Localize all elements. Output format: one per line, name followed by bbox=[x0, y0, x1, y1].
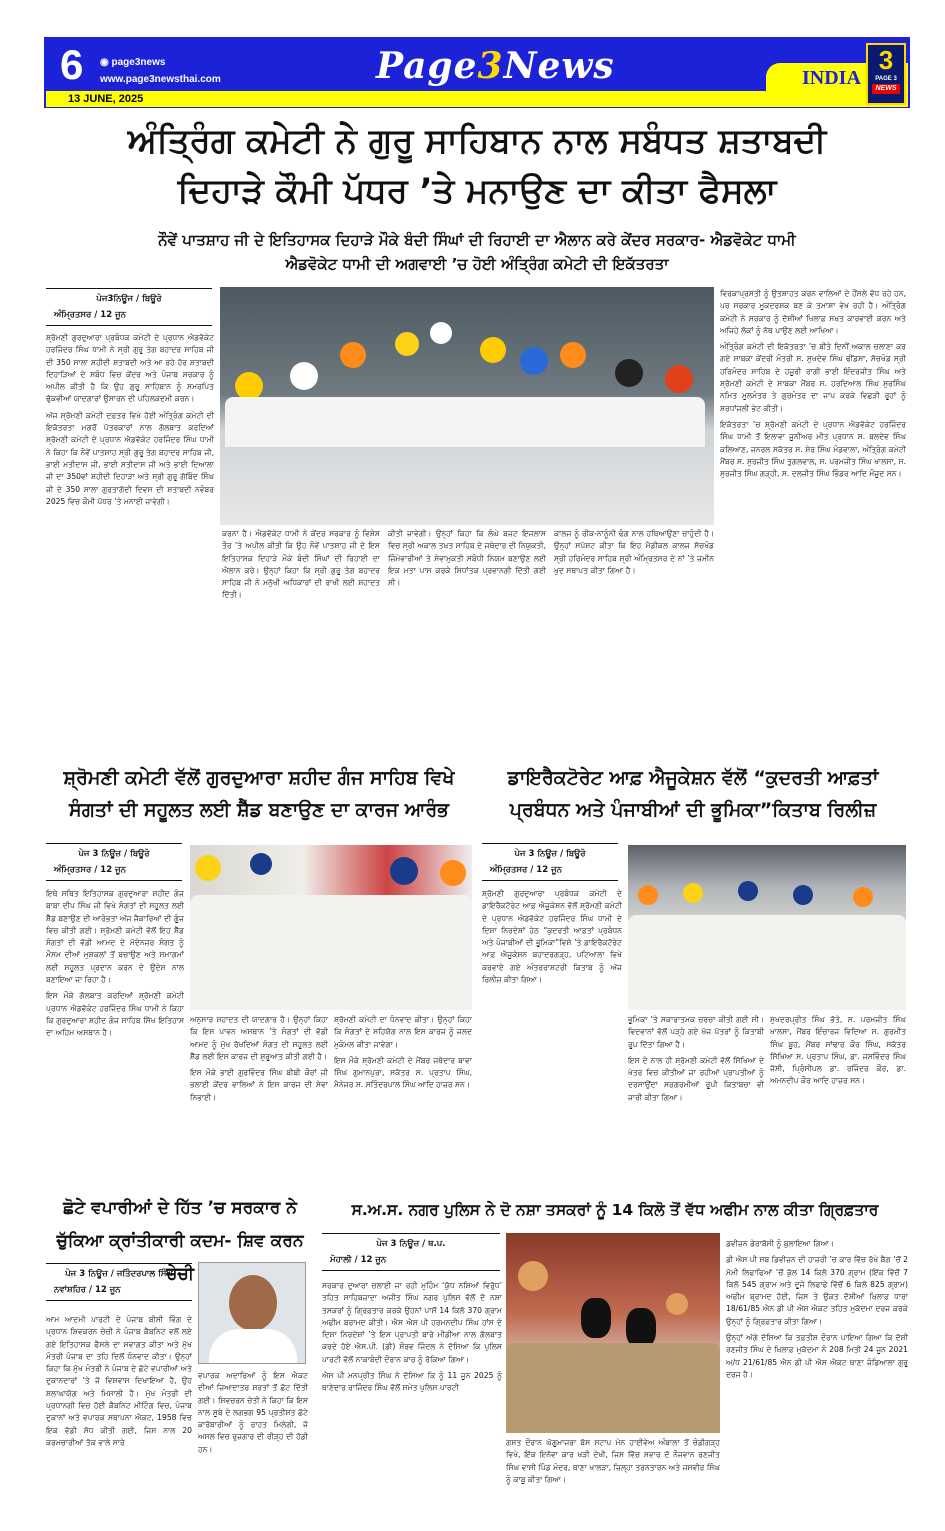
shed-column-2 bbox=[190, 1014, 328, 1180]
lead-subheadline-line2: ਐਡਵੋਕੇਟ ਧਾਮੀ ਦੀ ਅਗਵਾਈ ’ਚ ਹੋਈ ਅੰਤ੍ਰਿੰਗ ਕਮੇਟੀ ਦੀ ਇਕੱਤਰਤਾ bbox=[285, 255, 669, 273]
paragraph: ਕਰਨਾ ਹੈ। ਐਡਵੋਕੇਟ ਧਾਮੀ ਨੇ ਕੇਂਦਰ ਸਰਕਾਰ ਨੂੰ ਵਿਸ਼ੇਸ਼ ਤੌਰ ’ਤੇ ਅਪੀਲ ਕੀਤੀ ਕਿ ਉਹ ਨੌਵੇਂ ਪਾਤਸ਼ਾਹ ਜੀ ਦੇ ਇਸ ਇਤਿਹਾਸਕ ਦਿਹਾੜੇ ਮੌਕੇ ਬੰਦੀ ਸਿੰਘਾਂ ਦੀ ਰਿਹਾਈ ਦਾ ਐਲਾਨ ਕਰੇ। ਉਨ੍ਹਾਂ ਕਿਹਾ ਕਿ ਸ੍ਰੀ ਗੁਰੂ ਤੇਗ ਬਹਾਦਰ ਸਾਹਿਬ ਜੀ ਨੇ ਮਨੁੱਖੀ ਅਧਿਕਾਰਾਂ ਦੀ ਰਾਖੀ ਲਈ ਸ਼ਹਾਦਤ ਦਿੱਤੀ। bbox=[222, 529, 380, 600]
paragraph: ਸਰਕਾਰ ਦੁਆਰਾ ਚਲਾਈ ਜਾ ਰਹੀ ਮੁਹਿੰਮ ‘ਯੁੱਧ ਨਸ਼ਿਆਂ ਵਿਰੁੱਧ’ ਤਹਿਤ ਸਾਹਿਬਜ਼ਾਦਾ ਅਜੀਤ ਸਿੰਘ ਨਗਰ ਪੁਲਿਸ ਵੱਲੋਂ ਦੋ ਨਸ਼ਾ ਤਸਕਰਾਂ ਨੂੰ ਗ੍ਰਿਫ਼ਤਾਰ ਕਰਕੇ ਉਹਨਾਂ ਪਾਸੋਂ 14 ਕਿਲੋ 370 ਗ੍ਰਾਮ ਅਫੀਮ ਬਰਾਮਦ ਕੀਤੀ। ਐਸ ਐਸ ਪੀ ਹਰਮਨਦੀਪ ਸਿੰਘ ਹਾਂਸ ਦੇ ਦਿਸ਼ਾ ਨਿਰਦੇਸ਼ਾਂ ’ਤੇ ਇਸ ਪ੍ਰਾਪਤੀ ਬਾਰੇ ਮੀਡੀਆ ਨਾਲ ਗੱਲਬਾਤ ਕਰਦੇ ਹੋਏ ਐਸ.ਪੀ. (ਡੀ) ਸੌਰਵ ਜਿੰਦਲ ਨੇ ਦੱਸਿਆ ਕਿ ਪੁਲਿਸ ਪਾਰਟੀ ਵੱਲੋਂ ਨਾਕਾਬੰਦੀ ਦੌਰਾਨ ਕਾਰ ਨੂੰ ਰੋਕਿਆ ਗਿਆ। bbox=[322, 1281, 502, 1364]
edition-label: INDIA bbox=[802, 67, 861, 89]
byline-agency: ਪੇਜ3ਨਿਊਜ / ਬਿਊਰੋ bbox=[96, 294, 162, 304]
lead-byline bbox=[46, 288, 212, 326]
lead-column-3 bbox=[388, 528, 546, 754]
headline-line2: ਚੁੱਕਿਆ ਕ੍ਰਾਂਤੀਕਾਰੀ ਕਦਮ- ਸ਼ਿਵ ਕਰਨ ਚੇਚੀ bbox=[56, 1231, 304, 1284]
headline-line2: ਪ੍ਰਬੰਧਨ ਅਤੇ ਪੰਜਾਬੀਆਂ ਦੀ ਭੂਮਿਕਾ”ਕਿਤਾਬ ਰਿਲੀਜ਼ bbox=[509, 799, 877, 821]
headline-line1: ਛੋਟੇ ਵਪਾਰੀਆਂ ਦੇ ਹਿੱਤ ’ਚ ਸਰਕਾਰ ਨੇ bbox=[63, 1198, 297, 1218]
police-arrest-photo bbox=[506, 1233, 720, 1433]
traders-column-1 bbox=[46, 1314, 192, 1524]
lead-headline-line2: ਦਿਹਾੜੇ ਕੌਮੀ ਪੱਧਰ ’ਤੇ ਮਨਾਉਣ ਦਾ ਕੀਤਾ ਫੈਸਲਾ bbox=[177, 171, 777, 211]
shed-column-3 bbox=[334, 1014, 472, 1180]
shed-story-headline bbox=[44, 762, 474, 826]
book-byline bbox=[482, 843, 618, 881]
paragraph: ਕੀਤੀ ਜਾਵੇਗੀ। ਉਨ੍ਹਾਂ ਕਿਹਾ ਕਿ ਲੰਘੇ ਬਜਟ ਇਜਲਾਸ ਵਿਚ ਸ੍ਰੀ ਅਕਾਲ ਤਖ਼ਤ ਸਾਹਿਬ ਦੇ ਜਥੇਦਾਰ ਦੀ ਨਿਯੁਕਤੀ, ਜ਼ਿੰਮੇਵਾਰੀਆਂ ਤੇ ਸੇਵਾਮੁਕਤੀ ਸਬੰਧੀ ਨਿਯਮ ਬਣਾਉਣ ਲਈ ਇਕ ਮਤਾ ਪਾਸ ਕਰਕੇ ਸਿਧਾਂਤਕ ਪ੍ਰਵਾਨਗੀ ਦਿੱਤੀ ਗਈ ਸੀ। bbox=[388, 529, 546, 588]
paragraph: ਗਸ਼ਤ ਦੌਰਾਨ ਘੋਗੂਮਾਜਰਾ ਬੱਸ ਸਟਾਪ ਮੇਨ ਹਾਈਵੇਅ ਅੰਬਾਲਾ ਤੋਂ ਚੰਡੀਗੜ੍ਹ ਵਿਖੇ, ਇੱਕ ਇਨੋਵਾ ਕਾਰ ਖੜੀ ਦੇਖੀ, ਜਿਸ ਵਿੱਚ ਸਵਾਰ ਦੋ ਨੌਜਵਾਨ ਰਣਜੀਤ ਸਿੰਘ ਵਾਸੀ ਪਿੰਡ ਮੰਦਰ, ਥਾਣਾ ਖਾਲੜਾ, ਜ਼ਿਲ੍ਹਾ ਤਰਨਤਾਰਨ ਅਤੇ ਜਸਵੀਰ ਸਿੰਘ ਨੂੰ ਕਾਬੂ ਕੀਤਾ ਗਿਆ। bbox=[506, 1438, 720, 1484]
byline-agency: ਪੇਜ 3 ਨਿਊਜ਼ / ਥ.ਪ. bbox=[376, 1239, 446, 1249]
paragraph: ਉਨ੍ਹਾਂ ਅੱਗੇ ਦੱਸਿਆ ਕਿ ਤਫ਼ਤੀਸ਼ ਦੌਰਾਨ ਪਾਇਆ ਗਿਆ ਕਿ ਦੋਸ਼ੀ ਰਣਜੀਤ ਸਿੰਘ ਦੇ ਖ਼ਿਲਾਫ਼ ਮੁਕੱਦਮਾ ਨੰ 208 ਮਿਤੀ 24 ਜੂਨ 2021 ਅ/ਧ 21/61/85 ਐਨ ਡੀ ਪੀ ਐਸ ਐਕਟ ਥਾਣਾ ਜੰਡਿਆਲਾ ਗੁਰੂ ਦਰਜ ਹੈ। bbox=[726, 1333, 908, 1379]
paragraph: ਇਸ ਮੌਕੇ ਭਾਈ ਗੁਰਵਿੰਦਰ ਸਿੰਘ ਬੀਬੀ ਕੌਰਾਂ ਜੀ ਭਲਾਈ ਕੇਂਦਰ ਵਾਲਿਆਂ ਨੇ ਇਸ ਕਾਰਜ ਦੀ ਸੇਵਾ ਨਿਭਾਈ। bbox=[190, 1068, 328, 1102]
lead-headline-line1: ਅੰਤ੍ਰਿੰਗ ਕਮੇਟੀ ਨੇ ਗੁਰੂ ਸਾਹਿਬਾਨ ਨਾਲ ਸਬੰਧਤ ਸ਼ਤਾਬਦੀ bbox=[127, 121, 827, 161]
byline-dateline: ਅੰਮ੍ਰਿਤਸਰ / 12 ਜੂਨ bbox=[54, 865, 126, 875]
lead-column-1 bbox=[46, 332, 214, 754]
paragraph: ਕਾਲਜ ਨੂੰ ਰੀਕ-ਨਾਨੂੰਨੀ ਢੰਗ ਨਾਲ ਹਥਿਆਉਣਾ ਚਾਹੁੰਦੀ ਹੈ। ਉਨ੍ਹਾਂ ਸਪੱਸ਼ਟ ਕੀਤਾ ਕਿ ਇਹ ਮੈਡੀਕਲ ਕਾਲਜ ਸੱਚਖੰਡ ਸ੍ਰੀ ਹਰਿਮੰਦਰ ਸਾਹਿਬ ਸ੍ਰੀ ਅੰਮ੍ਰਿਤਸਰ ਦੇ ਨਾਂ ’ਤੇ ਜ਼ਮੀਨ ਖੁਦ ਸਥਾਪਤ ਕੀਤਾ ਗਿਆ ਹੈ। bbox=[554, 529, 714, 575]
social-handle bbox=[100, 57, 165, 68]
paragraph: ਆਮ ਆਦਮੀ ਪਾਰਟੀ ਦੇ ਪੰਜਾਬ ਬੀਸੀ ਵਿੰਗ ਦੇ ਪ੍ਰਧਾਨ ਸ਼ਿਵਕਰਨ ਚੇਚੀ ਨੇ ਪੰਜਾਬ ਕੈਬਨਿਟ ਵਲੋਂ ਲਏ ਗਏ ਇਤਿਹਾਸਕ ਫੈਸਲੇ ਦਾ ਸਵਾਗਤ ਕੀਤਾ ਅਤੇ ਮੁੱਖ ਮੰਤਰੀ ਪੰਜਾਬ ਦਾ ਤਹਿ ਦਿਲੋਂ ਧੰਨਵਾਦ ਕੀਤਾ। ਉਨ੍ਹਾਂ ਕਿਹਾ ਕਿ ਮੁੱਖ ਮੰਤਰੀ ਨੇ ਪੰਜਾਬ ਦੇ ਛੋਟੇ ਵਪਾਰੀਆਂ ਅਤੇ ਦੁਕਾਨਦਾਰਾਂ ’ਤੇ ਜੋ ਵਿਸ਼ਵਾਸ ਦਿਖਾਇਆ ਹੈ, ਉਹ ਸ਼ਲਾਘਾਯੋਗ ਅਤੇ ਮਿਸਾਲੀ ਹੈ। ਮੁੱਖ ਮੰਤਰੀ ਦੀ ਪ੍ਰਧਾਨਗੀ ਵਿਚ ਹੋਈ ਕੈਬਨਿਟ ਮੀਟਿੰਗ ਵਿਚ, ਪੰਜਾਬ ਦੁਕਾਨਾਂ ਅਤੇ ਵਪਾਰਕ ਸਥਾਪਨਾ ਐਕਟ, 1958 ਵਿਚ ਇਕ ਵੱਡੀ ਸੋਧ ਕੀਤੀ ਗਈ, ਜਿਸ ਨਾਲ 20 ਕਰਮਚਾਰੀਆਂ ਤੱਕ ਵਾਲੇ ਸਾਰੇ bbox=[46, 1315, 192, 1447]
traders-byline bbox=[46, 1263, 192, 1301]
shed-ceremony-photo bbox=[190, 845, 472, 1010]
byline-dateline: ਅੰਮ੍ਰਿਤਸਰ / 12 ਜੂਨ bbox=[54, 310, 126, 320]
police-column-2 bbox=[506, 1437, 720, 1524]
shiv-karan-chechi-portrait bbox=[198, 1262, 306, 1364]
paragraph: ਇਕੱਤਰਤਾ ’ਚ ਸ਼੍ਰੋਮਣੀ ਕਮੇਟੀ ਦੇ ਪ੍ਰਧਾਨ ਐਡਵੋਕੇਟ ਹਰਜਿੰਦਰ ਸਿੰਘ ਧਾਮੀ ਤੋਂ ਇਲਾਵਾ ਜੂਨੀਅਰ ਮੀਤ ਪ੍ਰਧਾਨ ਸ. ਬਲਦੇਵ ਸਿੰਘ ਕਲਿਆਣ, ਜਨਰਲ ਸਕੱਤਰ ਸ. ਸ਼ੇਰ ਸਿੰਘ ਮੰਡਵਾਲਾ, ਅੰਤ੍ਰਿੰਗ ਕਮੇਟੀ ਮੈਂਬਰ ਸ. ਸੁਰਜੀਤ ਸਿੰਘ ਤੁਗਲਵਾਲ, ਸ. ਪਰਮਜੀਤ ਸਿੰਘ ਖਾਲਸਾ, ਸ. ਸੁਰਜੀਤ ਸਿੰਘ ਗੜ੍ਹੀ, ਸ. ਦਲਜੀਤ ਸਿੰਘ ਭਿੰਡਰ ਆਦਿ ਮੌਜੂਦ ਸਨ। bbox=[720, 419, 906, 479]
paragraph: ਸ਼੍ਰੋਮਣੀ ਗੁਰਦੁਆਰਾ ਪ੍ਰਬੰਧਕ ਕਮੇਟੀ ਦੇ ਪ੍ਰਧਾਨ ਐਡਵੋਕੇਟ ਹਰਜਿੰਦਰ ਸਿੰਘ ਧਾਮੀ ਨੇ ਸ੍ਰੀ ਗੁਰੂ ਤੇਗ ਬਹਾਦਰ ਸਾਹਿਬ ਜੀ ਦੀ 350 ਸਾਲਾ ਸ਼ਹੀਦੀ ਸ਼ਤਾਬਦੀ ਅਤੇ ਆ ਰਹੇ ਹੋਰ ਸ਼ਤਾਬਦੀ ਦਿਹਾੜਿਆਂ ਦੇ ਸਬੰਧ ਵਿਚ ਕੇਂਦਰ ਅਤੇ ਪੰਜਾਬ ਸਰਕਾਰ ਨੂੰ ਅਪੀਲ ਕੀਤੀ ਹੈ ਕਿ ਉਹ ਗੁਰੂ ਸਾਹਿਬਾਨ ਨੂੰ ਸਮਰਪਿਤ ਢੁੱਕਵੀਆਂ ਯਾਦਗਾਰਾਂ ਉਸਾਰਨ ਦੀ ਪਹਿਲਕਦਮੀ ਕਰਨ। bbox=[46, 333, 214, 404]
traders-column-2 bbox=[198, 1370, 308, 1524]
paragraph: ਵਿਰਕਾਪ੍ਰਸਤੀ ਨੂੰ ਉਤਸ਼ਾਹਤ ਕਰਨ ਵਾਲਿਆਂ ਦੇ ਹੌਂਸਲੇ ਵੱਧ ਰਹੇ ਹਨ, ਪਰ ਸਰਕਾਰ ਮੂਕਦਰਸ਼ਕ ਬਣ ਕੇ ਤਮਾਸ਼ਾ ਵੇਖ ਰਹੀ ਹੈ। ਅੰਤ੍ਰਿੰਗ ਕਮੇਟੀ ਨੇ ਸਰਕਾਰ ਨੂੰ ਦੋਸ਼ੀਆਂ ਖਿਲਾਫ਼ ਸਖ਼ਤ ਕਾਰਵਾਈ ਕਰਨ ਅਤੇ ਅਜਿਹੇ ਲੋਕਾਂ ਨੂੰ ਨੱਥ ਪਾਉਣ ਲਈ ਆਖਿਆ। bbox=[720, 289, 906, 335]
logo-text-left: Page bbox=[376, 45, 478, 87]
police-byline bbox=[322, 1233, 500, 1271]
paragraph: ਇਸ ਮੌਕੇ ਗੱਲਬਾਤ ਕਰਦਿਆਂ ਸ਼੍ਰੋਮਣੀ ਕਮੇਟੀ ਪ੍ਰਧਾਨ ਐਡਵੋਕੇਟ ਹਰਜਿੰਦਰ ਸਿੰਘ ਧਾਮੀ ਨੇ ਕਿਹਾ ਕਿ ਗੁਰਦੁਆਰਾ ਸ਼ਹੀਦ ਗੰਜ ਸਾਹਿਬ ਸਿੱਖ ਇਤਿਹਾਸ ਦਾ ਅਹਿਮ ਅਸਥਾਨ ਹੈ। bbox=[46, 991, 184, 1038]
police-story-headline: ਸ.ਅ.ਸ. ਨਗਰ ਪੁਲਿਸ ਨੇ ਦੋ ਨਸ਼ਾ ਤਸਕਰਾਂ ਨੂੰ 14 ਕਿਲੋ ਤੋਂ ਵੱਧ ਅਫੀਮ ਨਾਲ ਕੀਤਾ ਗ੍ਰਿਫ਼ਤਾਰ bbox=[351, 1201, 879, 1219]
badge-number: 3 bbox=[878, 45, 894, 75]
issue-date: 13 JUNE, 2025 bbox=[68, 93, 144, 105]
committee-meeting-photo bbox=[220, 287, 714, 525]
logo-number: 3 bbox=[477, 45, 504, 87]
badge-caption: PAGE 3 bbox=[875, 76, 897, 82]
byline-dateline: ਅੰਮ੍ਰਿਤਸਰ / 12 ਜੂਨ bbox=[490, 865, 562, 875]
paragraph: ਅਨੁਸਾਰ ਸ਼ਹਾਦਤ ਦੀ ਯਾਦਗਾਰ ਹੈ। ਉਨ੍ਹਾਂ ਕਿਹਾ ਕਿ ਇਸ ਪਾਵਨ ਅਸਥਾਨ ’ਤੇ ਸੰਗਤਾਂ ਦੀ ਵੱਡੀ ਆਮਦ ਨੂੰ ਮੁੱਖ ਰੱਖਦਿਆਂ ਸੰਗਤ ਦੀ ਸਹੂਲਤ ਲਈ ਸ਼ੈੱਡ ਲਈ ਇਸ ਕਾਰਜ ਦੀ ਸ਼ੁਰੂਆਤ ਕੀਤੀ ਗਈ ਹੈ। bbox=[190, 1015, 328, 1061]
paragraph: ਅੱਜ ਸ਼੍ਰੋਮਣੀ ਕਮੇਟੀ ਦਫ਼ਤਰ ਵਿਖੇ ਹੋਈ ਅੰਤ੍ਰਿੰਗ ਕਮੇਟੀ ਦੀ ਇਕੱਤਰਤਾ ਮਗਰੋਂ ਪੱਤਰਕਾਰਾਂ ਨਾਲ ਗੱਲਬਾਤ ਕਰਦਿਆਂ ਸ਼੍ਰੋਮਣੀ ਕਮੇਟੀ ਦੇ ਪ੍ਰਧਾਨ ਐਡਵੋਕੇਟ ਹਰਜਿੰਦਰ ਸਿੰਘ ਧਾਮੀ ਨੇ ਕਿਹਾ ਕਿ ਨੌਵੇਂ ਪਾਤਸ਼ਾਹ ਸ੍ਰੀ ਗੁਰੂ ਤੇਗ ਬਹਾਦਰ ਸਾਹਿਬ ਜੀ, ਭਾਈ ਮਤੀਦਾਸ ਜੀ, ਭਾਈ ਸਤੀਦਾਸ ਜੀ ਅਤੇ ਭਾਈ ਦਿਆਲਾ ਜੀ ਦਾ 350ਵਾਂ ਸ਼ਹੀਦੀ ਦਿਹਾੜਾ ਅਤੇ ਸ੍ਰੀ ਗੁਰੂ ਗੋਬਿੰਦ ਸਿੰਘ ਜੀ ਦੇ 350 ਸਾਲਾ ਗੁਰਤਾਗੱਦੀ ਦਿਵਸ ਦੀ ਸ਼ਤਾਬਦੀ ਨਵੰਬਰ 2025 ਵਿਚ ਕੌਮੀ ਪੱਧਰ ’ਤੇ ਮਨਾਈ ਜਾਵੇਗੀ। bbox=[46, 410, 214, 506]
masthead-banner bbox=[44, 37, 910, 108]
byline-dateline: ਮੋਹਾਲੀ / 12 ਜੂਨ bbox=[330, 1255, 387, 1265]
paragraph: ਇਸ ਦੇ ਨਾਲ ਹੀ ਸ਼੍ਰੋਮਣੀ ਕਮੇਟੀ ਵੱਲੋਂ ਸਿੱਖਿਆ ਦੇ ਖੇਤਰ ਵਿਚ ਕੀਤੀਆਂ ਜਾ ਰਹੀਆਂ ਪ੍ਰਾਪਤੀਆਂ ਨੂੰ ਦਰਸਾਉਂਦਾ ਸਰਗਰਮੀਆਂ ਰੂਪੀ ਕਿਤਾਬਚਾ ਵੀ ਜਾਰੀ ਕੀਤਾ ਗਿਆ। bbox=[628, 1055, 764, 1102]
lead-column-4 bbox=[554, 528, 714, 754]
byline-agency: ਪੇਜ 3 ਨਿਊਜ਼ / ਜਤਿੰਦਰਪਾਲ ਸਿੰਘ bbox=[65, 1269, 173, 1279]
byline-agency: ਪੇਜ 3 ਨਿਊਜ਼ / ਬਿਊਰੋ bbox=[78, 849, 150, 859]
paragraph: ਡੀ ਐਸ ਪੀ ਸਬ ਡਿਵੀਜ਼ਨ ਦੀ ਹਾਜ਼ਰੀ ’ਚ ਕਾਰ ਵਿੱਚ ਰੱਖੇ ਬੈਗ ’ਚੋਂ 2 ਮੋਮੀ ਲਿਫਾਫਿਆਂ ’ਚੋਂ ਕੁੱਲ 14 ਕਿਲੋ 370 ਗ੍ਰਾਮ (ਇੱਕ ਵਿੱਚੋਂ 7 ਕਿਲੋ 545 ਗ੍ਰਾਮ ਅਤੇ ਦੂਜੇ ਲਿਫਾਫੇ ਵਿੱਚੋਂ 6 ਕਿਲੋ 825 ਗ੍ਰਾਮ) ਅਫੀਮ ਬ੍ਰਾਮਦ ਹੋਈ, ਜਿਸ ਤੇ ਉਕਤ ਦੋਸ਼ੀਆਂ ਖ਼ਿਲਾਫ਼ ਧਾਰਾ 18/61/85 ਐਨ ਡੀ ਪੀ ਐਸ ਐਕਟ ਤਹਿਤ ਮੁਕੱਦਮਾ ਦਰਜ ਕਰਕੇ ਉਨ੍ਹਾਂ ਨੂੰ ਗ੍ਰਿਫ਼ਤਾਰ ਕੀਤਾ ਗਿਆ। bbox=[726, 1255, 908, 1326]
paragraph: ਸ਼੍ਰੋਮਣੀ ਕਮੇਟੀ ਦਾ ਧੰਨਵਾਦ ਕੀਤਾ। ਉਨ੍ਹਾਂ ਕਿਹਾ ਕਿ ਸੰਗਤਾਂ ਦੇ ਸਹਿਯੋਗ ਨਾਲ ਇਸ ਕਾਰਜ ਨੂੰ ਜਲਦ ਮੁਕੰਮਲ ਕੀਤਾ ਜਾਵੇਗਾ। bbox=[334, 1015, 472, 1049]
lead-subheadline bbox=[44, 228, 910, 276]
paragraph: ਅੰਤ੍ਰਿੰਗ ਕਮੇਟੀ ਦੀ ਇਕੱਤਰਤਾ ’ਚ ਬੀਤੇ ਦਿਨੀਂ ਅਕਾਲ ਚਲਾਣਾ ਕਰ ਗਏ ਸਾਬਕਾ ਕੇਂਦਰੀ ਮੰਤਰੀ ਸ. ਸੁਖਦੇਵ ਸਿੰਘ ਢੀਂਡਸਾ, ਸੱਚਖੰਡ ਸ੍ਰੀ ਹਰਿਮੰਦਰ ਸਾਹਿਬ ਦੇ ਹਜ਼ੂਰੀ ਰਾਗੀ ਭਾਈ ਇੰਦਰਜੀਤ ਸਿੰਘ ਅਤੇ ਸ਼੍ਰੋਮਣੀ ਕਮੇਟੀ ਦੇ ਸਾਬਕਾ ਮੈਂਬਰ ਸ. ਹਰਦਿਆਲ ਸਿੰਘ ਸੁਰਸਿੰਘ ਨਮਿਤ ਮੂਲਮੰਤਰ ਤੇ ਗੁਰਮੰਤਰ ਦਾ ਜਾਪ ਕਰਕੇ ਵਿਛੜੀ ਰੂਹਾਂ ਨੂੰ ਸ਼ਰਧਾਂਜਲੀ ਭੇਟ ਕੀਤੀ। bbox=[720, 342, 906, 413]
book-column-3 bbox=[770, 1014, 906, 1180]
book-column-2 bbox=[628, 1014, 764, 1180]
headline-line1: ਸ਼੍ਰੋਮਣੀ ਕਮੇਟੀ ਵੱਲੋਂ ਗੁਰਦੁਆਰਾ ਸ਼ਹੀਦ ਗੰਜ ਸਾਹਿਬ ਵਿਖੇ bbox=[63, 767, 455, 789]
headline-line1: ਡਾਇਰੈਕਟੋਰੇਟ ਆਫ਼ ਐਜੂਕੇਸ਼ਨ ਵੱਲੋਂ “ਕੁਦਰਤੀ ਆਫ਼ਤਾਂ bbox=[507, 767, 879, 789]
shed-byline bbox=[46, 843, 182, 881]
shed-column-1 bbox=[46, 888, 184, 1180]
paragraph: ਭੂਮਿਕਾ ’ਤੇ ਸਕਾਰਾਤਮਕ ਚਰਚਾ ਕੀਤੀ ਗਈ ਸੀ। ਵਿਦਵਾਨਾਂ ਵੱਲੋਂ ਪੜ੍ਹੇ ਗਏ ਖੋਜ ਪੱਤਰਾਂ ਨੂੰ ਕਿਤਾਬੀ ਰੂਪ ਦਿੱਤਾ ਗਿਆ ਹੈ। bbox=[628, 1015, 764, 1049]
police-column-1 bbox=[322, 1280, 502, 1524]
lead-column-right bbox=[720, 288, 906, 754]
social-handle-text: page3news bbox=[111, 57, 166, 68]
book-release-photo bbox=[628, 845, 906, 1010]
paragraph: ਡਵੀਜ਼ਨ ਡੇਰਾਬੱਸੀ ਨੂੰ ਬੁਲਾਇਆ ਗਿਆ। bbox=[726, 1239, 835, 1248]
paragraph: ਸ਼੍ਰੋਮਣੀ ਗੁਰਦੁਆਰਾ ਪ੍ਰਬੰਧਕ ਕਮੇਟੀ ਦੇ ਡਾਇਰੈਕਟੋਰੇਟ ਆਫ਼ ਐਜੂਕੇਸ਼ਨ ਵੱਲੋਂ ਸ਼੍ਰੋਮਣੀ ਕਮੇਟੀ ਦੇ ਪ੍ਰਧਾਨ ਐਡਵੋਕੇਟ ਹਰਜਿੰਦਰ ਸਿੰਘ ਧਾਮੀ ਦੇ ਦਿਸ਼ਾ ਨਿਰਦੇਸ਼ਾਂ ਹੇਠ “ਕੁਦਰਤੀ ਆਫ਼ਤਾਂ ਪ੍ਰਬੰਧਨ ਅਤੇ ਪੰਜਾਬੀਆਂ ਦੀ ਭੂਮਿਕਾ”ਵਿਸ਼ੇ ’ਤੇ ਡਾਇਰੈਕਟੋਰੇਟ ਆਫ਼ ਐਜੂਕੇਸ਼ਨ ਬਹਾਦਰਗੜ੍ਹ, ਪਟਿਆਲਾ ਵਿਖੇ ਕਰਵਾਏ ਗਏ ਅੰਤਰਰਾਸ਼ਟਰੀ ਕਿਤਾਬ ਨੂੰ ਅੱਜ ਰਿਲੀਜ਼ ਕੀਤਾ ਗਿਆ। bbox=[482, 889, 622, 985]
brand-badge bbox=[866, 43, 906, 105]
byline-dateline: ਨਵਾਂਸ਼ਹਿਰ / 12 ਜੂਨ bbox=[54, 1285, 121, 1295]
paragraph: ਐਸ ਪੀ ਮਨਪ੍ਰੀਤ ਸਿੰਘ ਨੇ ਦੱਸਿਆ ਕਿ ਨੂੰ 11 ਜੂਨ 2025 ਨੂੰ ਥਾਣੇਦਾਰ ਰਾਜਿੰਦਰ ਸਿੰਘ ਵੱਲੋਂ ਸਮੇਤ ਪੁਲਿਸ ਪਾਰਟੀ bbox=[322, 1371, 502, 1393]
lead-subheadline-line1: ਨੌਵੇਂ ਪਾਤਸ਼ਾਹ ਜੀ ਦੇ ਇਤਿਹਾਸਕ ਦਿਹਾੜੇ ਮੌਕੇ ਬੰਦੀ ਸਿੰਘਾਂ ਦੀ ਰਿਹਾਈ ਦਾ ਐਲਾਨ ਕਰੇ ਕੇਂਦਰ ਸਰਕਾਰ- ਐਡਵੋਕੇਟ ਧਾਮੀ bbox=[158, 231, 796, 249]
logo-text-right: News bbox=[503, 45, 615, 87]
paragraph: ਵਪਾਰਕ ਅਦਾਰਿਆਂ ਨੂੰ ਇਸ ਐਕਟ ਦੀਆਂ ਜ਼ਿਆਦਾਤਰ ਸ਼ਰਤਾਂ ਤੋਂ ਛੋਟ ਦਿੱਤੀ ਗਈ। ਸ਼ਿਵਚਰਨ ਚੇਤੀ ਨੇ ਕਿਹਾ ਕਿ ਇਸ ਨਾਲ ਸੂਬੇ ਦੇ ਲਗਭਗ 95 ਪ੍ਰਤੀਸ਼ਤ ਛੋਟੇ ਕਾਰੋਬਾਰੀਆਂ ਨੂੰ ਰਾਹਤ ਮਿਲੇਗੀ, ਜੋ ਅਸਲ ਵਿਚ ਰੁਜ਼ਗਾਰ ਦੀ ਰੀੜ੍ਹ ਦੀ ਹੱਡੀ ਹਨ। bbox=[198, 1371, 308, 1454]
paragraph: ਇਥੇ ਸਥਿਤ ਇਤਿਹਾਸਕ ਗੁਰਦੁਆਰਾ ਸ਼ਹੀਦ ਗੰਜ ਬਾਬਾ ਦੀਪ ਸਿੰਘ ਜੀ ਵਿਖੇ ਸੰਗਤਾਂ ਦੀ ਸਹੂਲਤ ਲਈ ਸ਼ੈੱਡ ਬਣਾਉਣ ਦੀ ਆਰੰਭਤਾ ਅੱਜ ਜੈਕਾਰਿਆਂ ਦੀ ਗੂੰਜ ਵਿਚ ਕੀਤੀ ਗਈ। ਸ਼੍ਰੋਮਣੀ ਕਮੇਟੀ ਵੱਲੋਂ ਇਹ ਸ਼ੈੱਡ ਸੰਗਤਾਂ ਦੀ ਵੱਡੀ ਆਮਦ ਦੇ ਮੱਦੇਨਜ਼ਰ ਸੰਗਤ ਨੂੰ ਮੌਸਮ ਦੀਆਂ ਮੁਸ਼ਕਲਾਂ ਤੋਂ ਬਚਾਉਣ ਅਤੇ ਸਮਾਗਮਾਂ ਲਈ ਸਹੂਲਤ ਪ੍ਰਦਾਨ ਕਰਨ ਦੇ ਉਦੇਸ਼ ਨਾਲ ਬਣਾਇਆ ਜਾ ਰਿਹਾ ਹੈ। bbox=[46, 889, 184, 985]
book-story-headline bbox=[478, 762, 908, 826]
lead-column-2 bbox=[222, 528, 380, 754]
book-column-1 bbox=[482, 888, 622, 1180]
lead-headline bbox=[44, 116, 910, 216]
facebook-icon: ◉ bbox=[100, 57, 112, 68]
newspaper-logo bbox=[376, 45, 615, 87]
headline-line2: ਸੰਗਤਾਂ ਦੀ ਸਹੂਲਤ ਲਈ ਸ਼ੈੱਡ ਬਣਾਉਣ ਦਾ ਕਾਰਜ ਆਰੰਭ bbox=[69, 799, 449, 821]
police-column-3 bbox=[726, 1238, 908, 1524]
byline-agency: ਪੇਜ 3 ਨਿਊਜ਼ / ਬਿਊਰੋ bbox=[514, 849, 586, 859]
paragraph: ਇਸ ਮੌਕੇ ਸ਼੍ਰੋਮਣੀ ਕਮੇਟੀ ਦੇ ਮੈਂਬਰ ਜਥੇਦਾਰ ਬਾਵਾ ਸਿੰਘ ਗੁਮਾਨਪੁਰਾ, ਸਕੱਤਰ ਸ. ਪ੍ਰਤਾਪ ਸਿੰਘ, ਮੈਨੇਜਰ ਸ. ਸਤਿੰਦਰਪਾਲ ਸਿੰਘ ਆਦਿ ਹਾਜ਼ਰ ਸਨ। bbox=[334, 1055, 472, 1090]
website-link[interactable]: www.page3newsthai.com bbox=[100, 74, 221, 85]
badge-tag: NEWS bbox=[872, 84, 900, 94]
paragraph: ਸੁਖਦਰਪ੍ਰੀਤ ਸਿੰਘ ਭੋਤੇ, ਸ. ਪਰਮਜੀਤ ਸਿੰਘ ਖਾਲਸਾ, ਮੈਂਬਰ ਇੰਚਾਰਜ ਵਿਦਿਆ ਸ. ਗੁਰਮੀਤ ਸਿੰਘ ਬੂਹ, ਮੈਂਬਰ ਸਾਂਢਾਰ ਕੌਰ ਸਿੰਘ, ਸਕੱਤਰ ਸਿੱਖਿਆ ਸ. ਪ੍ਰਤਾਪ ਸਿੰਘ, ਡਾ. ਜਸਵਿੰਦਰ ਸਿੰਘ ਜੱਸੀ, ਪ੍ਰਿੰਸੀਪਲ ਡਾ. ਰਜਿੰਦਰ ਕੌਰ, ਡਾ. ਅਮਨਦੀਪ ਕੌਰ ਆਦਿ ਹਾਜ਼ਰ ਸਨ। bbox=[770, 1015, 906, 1086]
page-number: 6 bbox=[60, 41, 84, 88]
